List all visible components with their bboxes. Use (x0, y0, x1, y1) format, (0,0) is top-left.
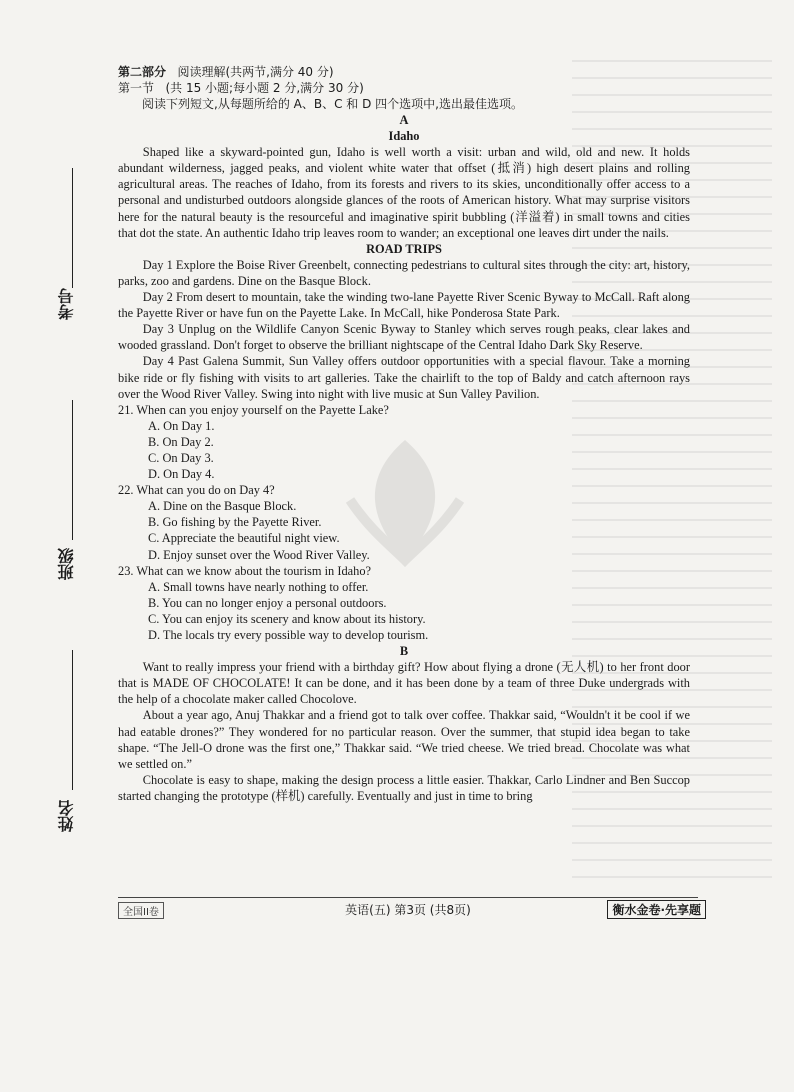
part-label: 第二部分 (118, 65, 167, 79)
option-23b: B. You can no longer enjoy a personal outdoors. (148, 595, 387, 610)
option-22c: C. Appreciate the beautiful night view. (148, 531, 340, 546)
question-21: 21. When can you enjoy yourself on the Payette Lake? (118, 402, 389, 417)
option-23d: D. The locals try every possible way to develop tourism. (148, 628, 429, 642)
exam-number-line (72, 168, 73, 288)
name-line (72, 650, 73, 790)
footer-rule (118, 897, 698, 898)
option-22b: B. Go fishing by the Payette River. (148, 515, 322, 530)
question-22: 22. What can you do on Day 4? (118, 483, 275, 498)
class-label: 班级 (57, 548, 76, 580)
class-line (72, 400, 73, 540)
passage-b-letter: B (399, 644, 409, 659)
passage-a-intro: Shaped like a skyward-pointed gun, Idaho is well worth a visit: urban and wild, old and new. It holds abundant wilderness, jagged peaks, and violent white water that offset (抵消) high desert plains and rolling agricultural areas. The reaches of Idaho, from its forests and rivers to its skies, unconditionally offer access to a personal and undisturbed outdoors alongside glances of the roots of American history. What may surprise visitors here for the natural beauty is the resourceful and imaginative spirit bubbling (洋溢着) in small towns and cities that dot the state. An authentic Idaho trip leaves room to wander; an exceptional one leaves dirt under the nails. (118, 145, 690, 240)
exam-number-label: 考号 (57, 288, 76, 320)
section-heading (118, 80, 690, 96)
passage-b-para-3: Chocolate is easy to shape, making the design process a little easier. Thakkar, Carlo Lindner and Ben Succop started changing the prototype (样机) carefully. Eventually and just in time to bring (118, 772, 690, 803)
name-label: 姓名 (57, 800, 76, 832)
day-2: Day 2 From desert to mountain, take the winding two-lane Payette River Scenic Byway to McCall. Raft along the Payette River or have fun on the Payette Lake. In McCall, hike Ponderosa State Park. (118, 290, 690, 321)
part-title: 阅读理解(共两节,满分 40 分) (177, 65, 334, 79)
option-21a: A. On Day 1. (148, 418, 215, 433)
day-4: Day 4 Past Galena Summit, Sun Valley offers outdoor opportunities with a special flavour. Take a morning bike ride or fly fishing with visits to art galleries. Take the chairlift to the top of Baldy and catch afternoon rays over the Wood River Valley. Swing into night with live music at Sun Valley Pavilion. (118, 354, 690, 401)
section-desc: (共 15 小题;每小题 2 分,满分 30 分) (165, 81, 364, 95)
option-22d: D. Enjoy sunset over the Wood River Valley. (148, 547, 370, 562)
option-23a: A. Small towns have nearly nothing to offer. (148, 579, 369, 594)
road-trips-subtitle: ROAD TRIPS (366, 241, 442, 256)
region-stamp: 全国II卷 (118, 902, 164, 919)
option-21b: B. On Day 2. (148, 434, 214, 449)
section-label: 第一节 (118, 81, 155, 95)
option-21c: C. On Day 3. (148, 450, 214, 465)
instruction: 阅读下列短文,从每题所给的 A、B、C 和 D 四个选项中,选出最佳选项。 (142, 97, 523, 111)
day-1: Day 1 Explore the Boise River Greenbelt, connecting pedestrians to cultural sites through the city: art, history, parks, zoo and gardens. Dine on the Basque Block. (118, 257, 690, 288)
page-number: 英语(五) 第3页 (共8页) (345, 903, 471, 917)
passage-a-letter: A (399, 113, 409, 127)
main-content (118, 64, 690, 804)
part-heading (118, 64, 690, 80)
question-23: 23. What can we know about the tourism in Idaho? (118, 563, 372, 578)
page-footer (118, 901, 701, 919)
option-22a: A. Dine on the Basque Block. (148, 499, 297, 514)
option-21d: D. On Day 4. (148, 467, 215, 482)
option-23c: C. You can enjoy its scenery and know about its history. (148, 611, 426, 626)
day-3: Day 3 Unplug on the Wildlife Canyon Scenic Byway to Stanley which serves rough peaks, clear lakes and wooded grassland. Don't forget to observe the brilliant nightscape of the Central Idaho Dark Sky Reserve. (118, 322, 690, 353)
passage-b-para-2: About a year ago, Anuj Thakkar and a friend got to talk over coffee. Thakkar said, “Wouldn't it be cool if we had eatable drones?” They wondered for no particular reason. Over the summer, that stupid idea began to take shape. “The Jell-O drone was the first one,” Thakkar said. “We tried cheese. We tried bread. Chocolate was what we settled on.” (118, 708, 690, 771)
passage-a-title: Idaho (388, 129, 420, 144)
passage-b-para-1: Want to really impress your friend with a birthday gift? How about flying a drone (无人机) to her front door that is MADE OF CHOCOLATE! It can be done, and it has been done by a team of three Duke undergrads with the help of a chocolate maker called Chocolove. (118, 660, 690, 707)
brand-mark: 衡水金卷·先享题 (607, 900, 706, 919)
